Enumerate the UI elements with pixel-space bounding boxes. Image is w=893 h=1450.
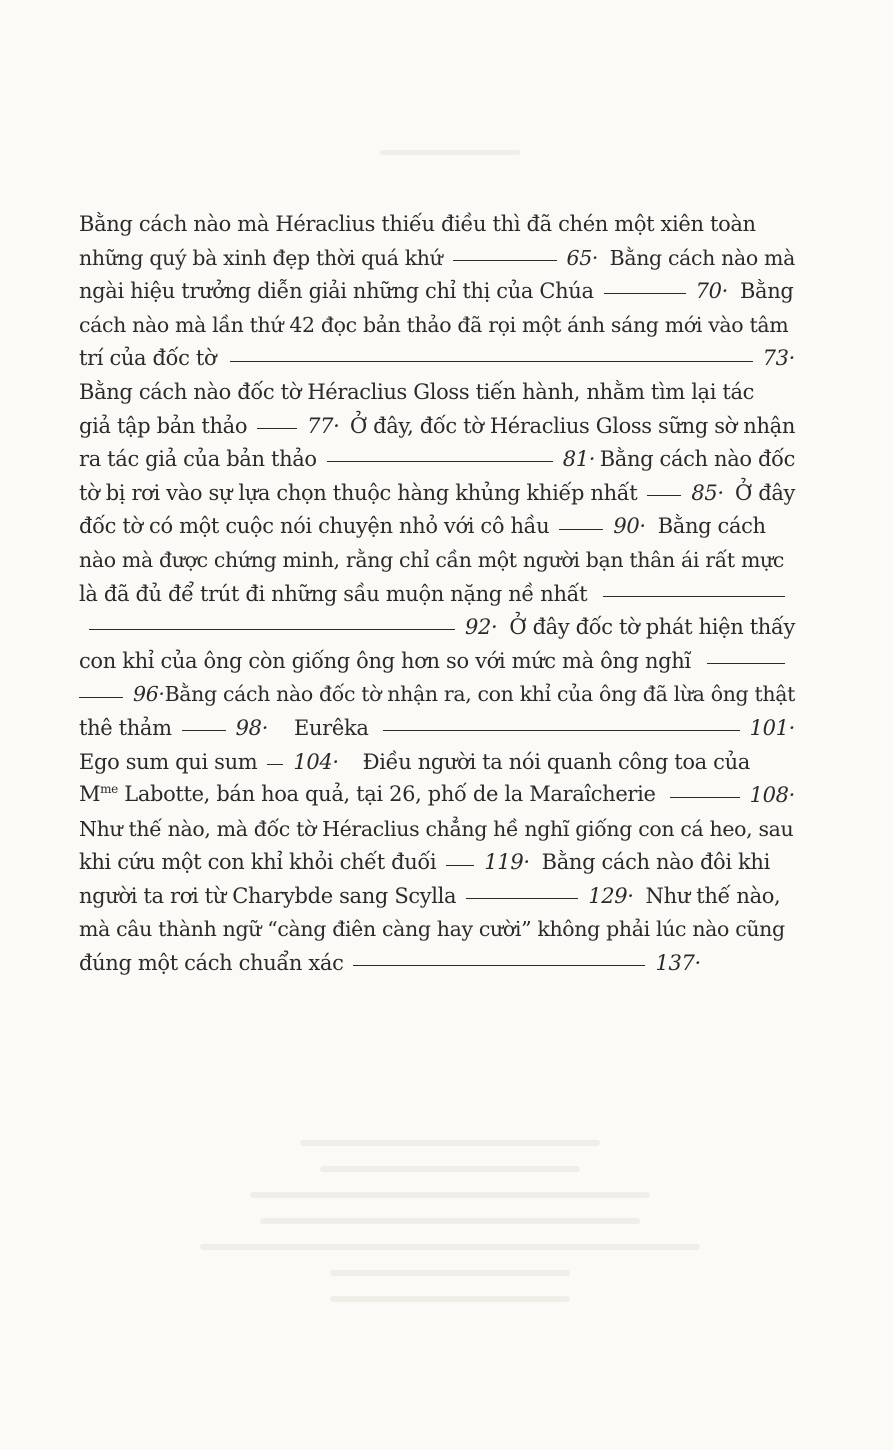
toc-text: Bằng cách nào mà: [609, 245, 795, 270]
page-number: 101·: [749, 715, 795, 740]
leader-rule: [230, 361, 752, 362]
toc-line: [79, 477, 795, 511]
leader-rule: [327, 461, 553, 462]
toc-text: trí của đốc tờ: [79, 346, 217, 371]
toc-line: [79, 410, 795, 444]
page-number: 108·: [749, 783, 795, 808]
page-number: 77·: [307, 413, 340, 438]
page-number: 90·: [613, 514, 646, 539]
table-of-contents: [79, 208, 795, 981]
toc-text: Như thế nào,: [645, 883, 781, 908]
leader-rule: [559, 529, 603, 530]
leader-rule: [257, 428, 297, 429]
toc-line: [79, 913, 795, 947]
toc-text: Bằng cách nào đốc tờ nhận ra, con khỉ của ông đã lừa ông thật: [164, 682, 795, 707]
page-number: 104·: [293, 749, 339, 774]
toc-text: mà câu thành ngữ “càng điên càng hay cười” không phải lúc nào cũng: [79, 917, 785, 942]
toc-text: Như thế nào, mà đốc tờ Héraclius chẳng hề nghĩ giống con cá heo, sau: [79, 816, 794, 841]
page-number: 81·: [562, 447, 596, 472]
toc-text: giả tập bản thảo: [79, 413, 248, 438]
toc-line: [79, 208, 795, 242]
toc-text: Bằng cách nào đốc tờ Héraclius Gloss tiến hành, nhằm tìm lại tác: [79, 379, 755, 404]
toc-text: người ta rơi từ Charybde sang Scylla: [79, 883, 457, 908]
page-number: 137·: [655, 951, 701, 976]
page-number: 129·: [588, 883, 634, 908]
toc-line: [79, 611, 795, 645]
toc-text: Điều người ta nói quanh công toa của: [362, 749, 750, 774]
toc-text: Ego sum qui sum: [79, 749, 258, 774]
toc-line: [79, 746, 795, 780]
leader-rule: [267, 764, 283, 765]
leader-rule: [603, 596, 785, 597]
toc-text: $M^{me}$ Labotte, bán hoa quả, tại 26, phố de la Maraîcherie: [79, 781, 656, 806]
toc-text: đốc tờ có một cuộc nói chuyện nhỏ với cô hầu: [79, 514, 550, 539]
toc-text: khi cứu một con khỉ khỏi chết đuối: [79, 850, 437, 875]
toc-text: con khỉ của ông còn giống ông hơn so với mức mà ông nghĩ: [79, 648, 691, 673]
leader-rule: [353, 965, 645, 966]
page-number: 70·: [695, 279, 728, 304]
page-number: 119·: [484, 850, 530, 875]
leader-rule: [604, 293, 686, 294]
toc-line: [79, 309, 795, 343]
toc-text: nào mà được chứng minh, rằng chỉ cần một người bạn thân ái rất mực: [79, 547, 785, 572]
toc-text: Bằng cách: [657, 514, 766, 539]
toc-text: Ở đây, đốc tờ Héraclius Gloss sững sờ nhận: [349, 413, 795, 438]
leader-rule: [466, 898, 578, 899]
toc-text: đúng một cách chuẩn xác: [79, 951, 344, 976]
page-number: 92·: [465, 615, 498, 640]
toc-line: [79, 813, 795, 847]
toc-line: [79, 544, 795, 578]
toc-text: Ở đây đốc tờ phát hiện thấy: [509, 615, 795, 640]
toc-text: Bằng cách nào đốc: [599, 447, 795, 472]
toc-line: [79, 846, 795, 880]
toc-line: [79, 242, 795, 276]
toc-line: [79, 376, 795, 410]
toc-line: [79, 578, 795, 612]
leader-rule: [453, 260, 557, 261]
toc-line: [79, 510, 795, 544]
toc-line: [79, 947, 795, 981]
leader-rule: [446, 865, 474, 866]
leader-rule: [647, 495, 681, 496]
toc-text: thê thảm: [79, 715, 172, 740]
toc-line: [79, 712, 795, 746]
toc-line: [79, 443, 795, 477]
page-number: 85·: [691, 480, 724, 505]
leader-rule: [383, 730, 740, 731]
toc-text: là đã đủ để trút đi những sầu muộn nặng nề nhất: [79, 581, 588, 606]
toc-text: cách nào mà lần thứ 42 đọc bản thảo đã rọi một ánh sáng mới vào tâm: [79, 312, 789, 337]
toc-text: những quý bà xinh đẹp thời quá khứ: [79, 245, 443, 270]
toc-line: [79, 779, 795, 813]
toc-text: Bằng: [739, 279, 794, 304]
toc-text: ra tác giả của bản thảo: [79, 447, 317, 472]
toc-text: Ở đây: [735, 480, 795, 505]
toc-text: Eurêka: [294, 715, 369, 740]
page-number: 65·: [566, 245, 599, 270]
leader-rule: [670, 797, 740, 798]
toc-text: ngài hiệu trưởng diễn giải những chỉ thị của Chúa: [79, 279, 594, 304]
leader-rule: [182, 730, 226, 731]
page-number: 73·: [762, 346, 795, 371]
leader-rule: [79, 697, 123, 698]
toc-line: [79, 342, 795, 376]
toc-line: [79, 880, 795, 914]
toc-text: Bằng cách nào mà Héraclius thiếu điều thì đã chén một xiên toàn: [79, 212, 756, 236]
toc-text: Bằng cách nào đôi khi: [541, 850, 770, 875]
toc-line: [79, 275, 795, 309]
page-number: 96·: [133, 682, 165, 707]
leader-rule: [89, 629, 455, 630]
toc-text: tờ bị rơi vào sự lựa chọn thuộc hàng khủng khiếp nhất: [79, 480, 638, 505]
page-number: 98·: [235, 715, 269, 740]
toc-line: [79, 645, 795, 679]
toc-line: [79, 678, 795, 712]
leader-rule: [707, 663, 785, 664]
